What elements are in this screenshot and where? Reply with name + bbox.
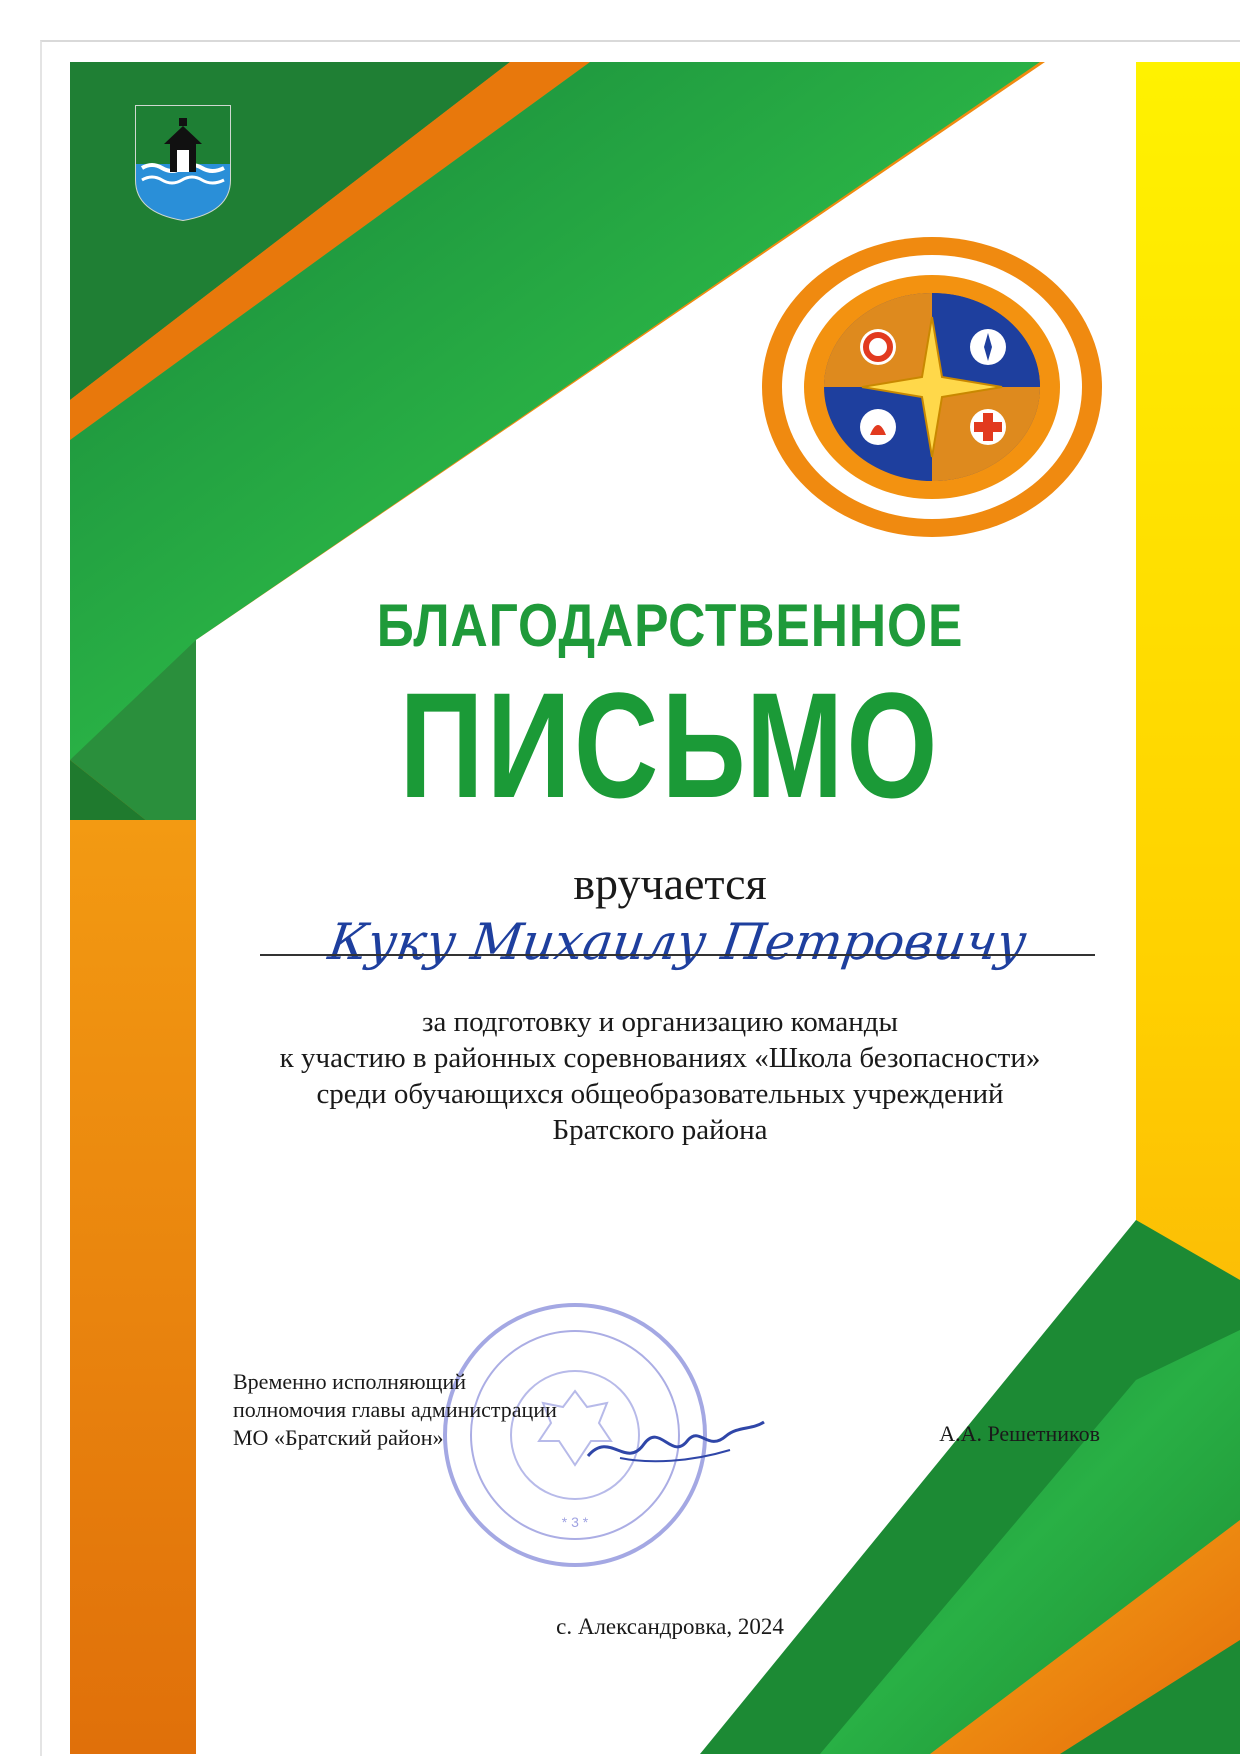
- signatory-role-line: Временно исполняющий: [233, 1369, 466, 1394]
- recipient-underline: [260, 954, 1095, 956]
- awarded-label: вручается: [573, 858, 767, 909]
- signatory-role: [233, 1368, 653, 1452]
- signatory-name: А.А. Решетников: [939, 1421, 1100, 1446]
- svg-text:* 3 *: * 3 *: [561, 1514, 589, 1530]
- school-of-safety-badge: [760, 235, 1105, 540]
- document-title-main: ПИСЬМО: [399, 661, 941, 829]
- reason-line: Братского района: [552, 1114, 768, 1146]
- signatory-role-line: полномочия главы администрации: [233, 1397, 557, 1422]
- reason-line: среди обучающихся общеобразовательных учреждений: [316, 1078, 1004, 1110]
- coat-of-arms-icon: [132, 102, 234, 224]
- award-reason: [180, 1004, 1140, 1148]
- recipient-handwritten-name: Куку Михаилу Петровичу: [324, 913, 1031, 971]
- document-title: БЛАГОДАРСТВЕННОЕ: [376, 592, 964, 659]
- signatory-role-line: МО «Братский район»: [233, 1425, 444, 1450]
- reason-line: за подготовку и организацию команды: [422, 1006, 898, 1038]
- reason-line: к участию в районных соревнованиях «Школа безопасности»: [279, 1042, 1041, 1074]
- place-and-date: с. Александровка, 2024: [556, 1614, 784, 1639]
